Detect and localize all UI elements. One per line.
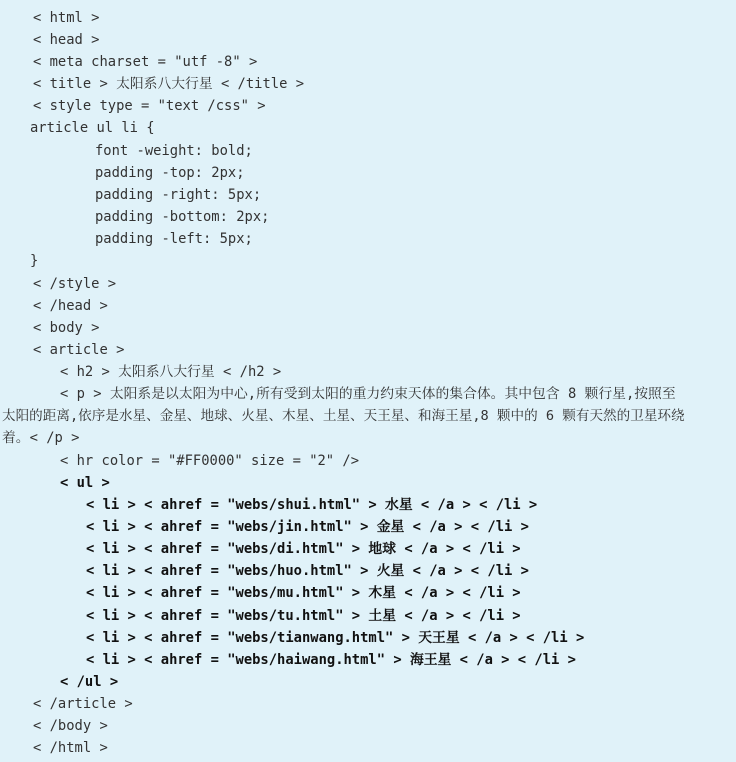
code-line: < li > < ahref = "webs/haiwang.html" > 海王星 < /a > < /li > [86, 652, 576, 668]
code-line: < p > 太阳系是以太阳为中心,所有受到太阳的重力约束天体的集合体。其中包含 8 颗行星,按照至 [60, 386, 676, 402]
code-line: < li > < ahref = "webs/tu.html" > 土星 < /a > < /li > [86, 608, 521, 624]
code-line: < h2 > 太阳系八大行星 < /h2 > [60, 364, 282, 380]
code-line: < ul > [60, 475, 110, 491]
code-line: < li > < ahref = "webs/mu.html" > 木星 < /a > < /li > [86, 585, 521, 601]
code-line: 着。< /p > [2, 430, 80, 446]
code-line: < /body > [33, 718, 108, 734]
code-line: padding -top: 2px; [95, 165, 245, 181]
code-line: < /ul > [60, 674, 119, 690]
code-line: < style type = "text /css" > [33, 98, 266, 114]
code-line: < meta charset = "utf -8" > [33, 54, 258, 70]
code-line: < html > [33, 10, 100, 26]
code-line: < /style > [33, 276, 117, 292]
code-line: < /head > [33, 298, 108, 314]
code-line: < li > < ahref = "webs/jin.html" > 金星 < /a > < /li > [86, 519, 529, 535]
code-line: font -weight: bold; [95, 143, 253, 159]
code-line: < li > < ahref = "webs/tianwang.html" > 天王星 < /a > < /li > [86, 630, 585, 646]
code-line: < li > < ahref = "webs/di.html" > 地球 < /a > < /li > [86, 541, 521, 557]
code-line: 太阳的距离,依序是水星、金星、地球、火星、木星、土星、天王星、和海王星,8 颗中的 6 颗有天然的卫星环绕 [2, 408, 685, 424]
code-line: < /html > [33, 740, 108, 756]
code-line: < head > [33, 32, 100, 48]
code-line: padding -right: 5px; [95, 187, 262, 203]
code-line: article ul li { [30, 120, 155, 136]
code-line: < li > < ahref = "webs/shui.html" > 水星 < /a > < /li > [86, 497, 538, 513]
code-line: < /article > [33, 696, 133, 712]
code-line: < title > 太阳系八大行星 < /title > [33, 76, 305, 92]
code-line: } [30, 253, 39, 269]
code-line: padding -bottom: 2px; [95, 209, 270, 225]
code-line: < article > [33, 342, 125, 358]
code-line: < li > < ahref = "webs/huo.html" > 火星 < /a > < /li > [86, 563, 529, 579]
code-line: < body > [33, 320, 100, 336]
code-line: padding -left: 5px; [95, 231, 253, 247]
code-line: < hr color = "#FF0000" size = "2" /> [60, 453, 360, 469]
